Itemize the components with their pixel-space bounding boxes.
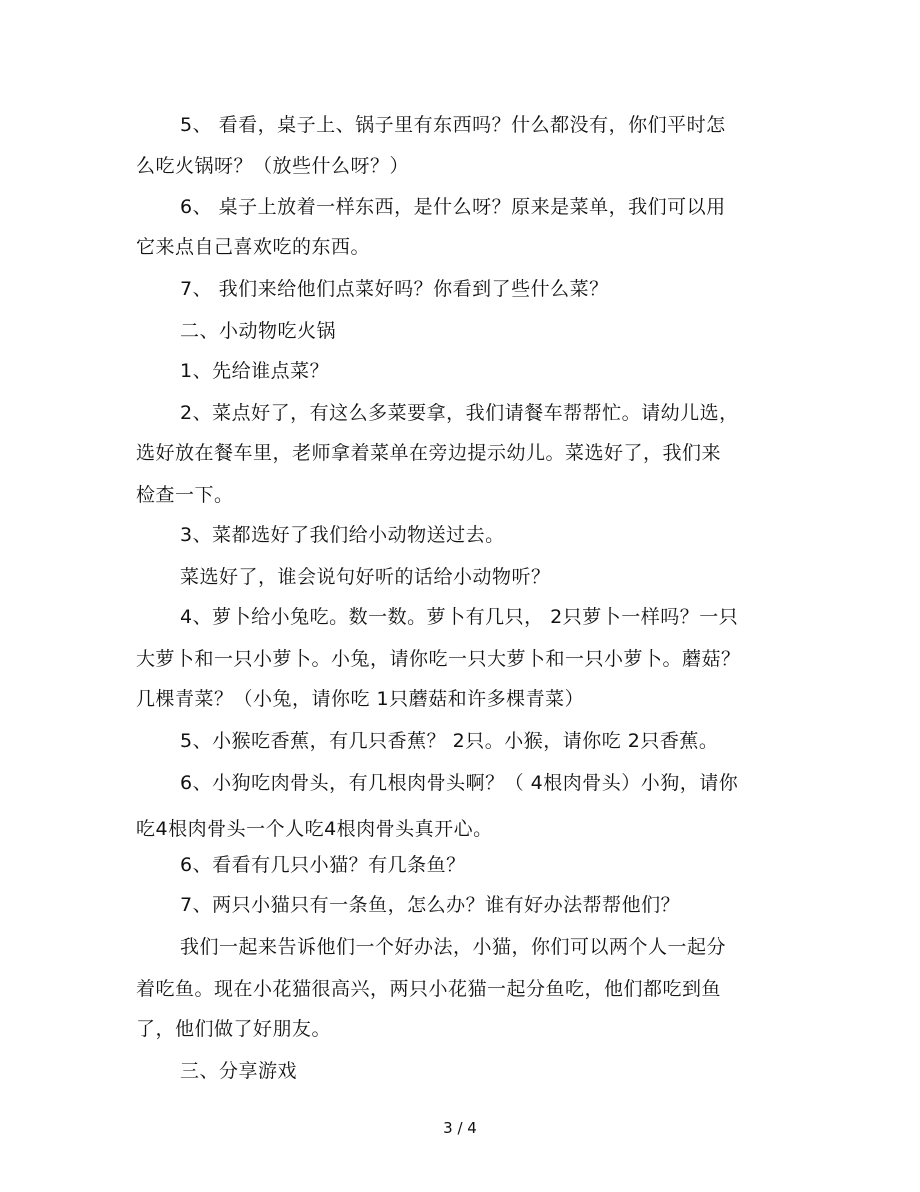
- paragraph-line: 选好放在餐车里，老师拿着菜单在旁边提示幼儿。菜选好了，我们来: [136, 442, 722, 464]
- paragraph-line: 7、两只小猫只有一条鱼，怎么办？谁有好办法帮帮他们？: [180, 894, 681, 916]
- paragraph-line: 吃4根肉骨头一个人吃4根肉骨头真开心。: [136, 818, 493, 840]
- paragraph-line: 几棵青菜？（小兔，请你吃 1只蘑菇和许多棵青菜）: [136, 688, 585, 710]
- paragraph-line: 1、先给谁点菜？: [180, 360, 330, 382]
- paragraph-line: 它来点自己喜欢吃的东西。: [136, 236, 371, 258]
- page-number: 3 / 4: [443, 1119, 477, 1137]
- paragraph-line: 5、小猴吃香蕉，有几只香蕉？ 2只。小猴，请你吃 2只香蕉。: [180, 730, 719, 752]
- paragraph-line: 我们一起来告诉他们一个好办法，小猫，你们可以两个人一起分: [180, 936, 727, 958]
- paragraph-line: 了，他们做了好朋友。: [136, 1018, 332, 1040]
- paragraph-line: 3、菜都选好了我们给小动物送过去。: [180, 524, 505, 546]
- paragraph-line: 4、萝卜给小兔吃。数一数。萝卜有几只， 2只萝卜一样吗？一只: [180, 606, 739, 628]
- paragraph-line: 菜选好了，谁会说句好听的话给小动物听？: [180, 566, 551, 588]
- paragraph-line: 着吃鱼。现在小花猫很高兴，两只小花猫一起分鱼吃，他们都吃到鱼: [136, 978, 722, 1000]
- paragraph-line: 检查一下。: [136, 484, 234, 506]
- paragraph-line: 么吃火锅呀？（放些什么呀？）: [136, 155, 410, 177]
- paragraph-line: 2、菜点好了，有这么多菜要拿，我们请餐车帮帮忙。请幼儿选，: [180, 402, 739, 424]
- paragraph-line: 6、看看有几只小猫？有几条鱼？: [180, 854, 466, 876]
- section-heading: 二、小动物吃火锅: [180, 320, 337, 342]
- paragraph-line: 大萝卜和一只小萝卜。小兔，请你吃一只大萝卜和一只小萝卜。蘑菇？: [136, 648, 741, 670]
- section-heading: 三、分享游戏: [180, 1060, 298, 1082]
- paragraph-line: 6、 桌子上放着一样东西，是什么呀？原来是菜单，我们可以用: [180, 196, 726, 218]
- paragraph-line: 6、小狗吃肉骨头，有几根肉骨头啊？（ 4根肉骨头）小狗，请你: [180, 772, 739, 794]
- paragraph-line: 7、 我们来给他们点菜好吗？你看到了些什么菜？: [180, 278, 609, 300]
- paragraph-line: 5、 看看，桌子上、锅子里有东西吗？什么都没有，你们平时怎: [180, 114, 726, 136]
